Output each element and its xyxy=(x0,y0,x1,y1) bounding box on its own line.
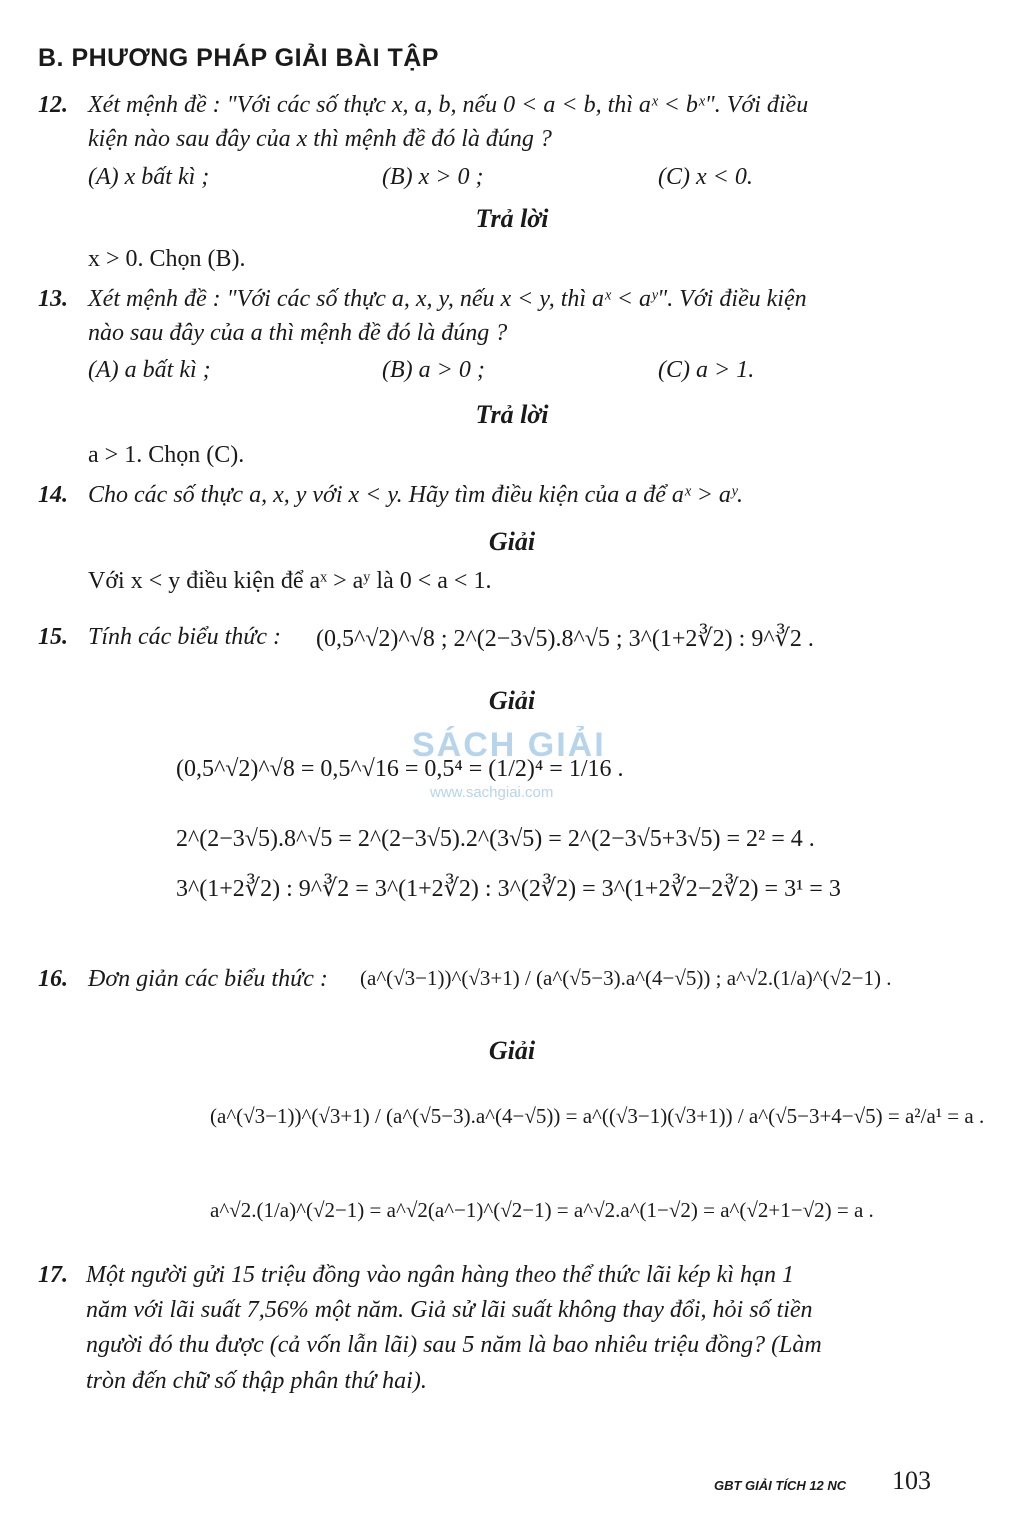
problem-14-number: 14. xyxy=(38,482,68,508)
problem-12-option-a: (A) x bất kì ; xyxy=(88,164,210,190)
problem-15-expression: (0,5^√2)^√8 ; 2^(2−3√5).8^√5 ; 3^(1+2∛2) : 9^∛2 . xyxy=(316,626,814,652)
problem-13-option-b: (B) a > 0 ; xyxy=(382,357,485,383)
solution-heading-14: Giải xyxy=(488,527,536,556)
problem-13-line1: Xét mệnh đề : "Với các số thực a, x, y, nếu x < y, thì aˣ < aʸ". Với điều kiện xyxy=(88,286,807,312)
watermark-url: www.sachgiai.com xyxy=(430,784,554,801)
problem-15-solution-1: (0,5^√2)^√8 = 0,5^√16 = 0,5⁴ = (1/2)⁴ = 1/16 . xyxy=(176,756,624,782)
problem-15-number: 15. xyxy=(38,624,68,650)
problem-15-prefix: Tính các biểu thức : xyxy=(88,624,282,650)
solution-heading-15: Giải xyxy=(488,686,536,715)
problem-17-line4: tròn đến chữ số thập phân thứ hai). xyxy=(86,1368,427,1394)
problem-16-expression: (a^(√3−1))^(√3+1) / (a^(√5−3).a^(4−√5)) ; a^√2.(1/a)^(√2−1) . xyxy=(360,966,892,990)
problem-12-number: 12. xyxy=(38,92,68,118)
problem-13-option-c: (C) a > 1. xyxy=(658,357,755,383)
problem-17-line2: năm với lãi suất 7,56% một năm. Giả sử lãi suất không thay đổi, hỏi số tiền xyxy=(86,1297,813,1323)
problem-13-option-a: (A) a bất kì ; xyxy=(88,357,211,383)
problem-14-answer: Với x < y điều kiện để aˣ > aʸ là 0 < a < 1. xyxy=(88,568,492,594)
problem-16-prefix: Đơn giản các biểu thức : xyxy=(88,966,328,992)
problem-16-number: 16. xyxy=(38,966,68,992)
footer-book-title: GBT GIẢI TÍCH 12 NC xyxy=(714,1478,847,1493)
problem-12-option-b: (B) x > 0 ; xyxy=(382,164,484,190)
problem-15-solution-2: 2^(2−3√5).8^√5 = 2^(2−3√5).2^(3√5) = 2^(2−3√5+3√5) = 2² = 4 . xyxy=(176,826,815,852)
problem-12-line2: kiện nào sau đây của x thì mệnh đề đó là đúng ? xyxy=(88,126,552,152)
problem-14-question: Cho các số thực a, x, y với x < y. Hãy tìm điều kiện của a để aˣ > aʸ. xyxy=(88,482,744,508)
problem-12-answer: x > 0. Chọn (B). xyxy=(88,246,246,272)
solution-heading-16: Giải xyxy=(488,1036,536,1065)
problem-12-option-c: (C) x < 0. xyxy=(658,164,753,190)
problem-12-line1: Xét mệnh đề : "Với các số thực x, a, b, nếu 0 < a < b, thì aˣ < bˣ". Với điều xyxy=(88,92,809,118)
watermark-brand: SÁCH GIẢI xyxy=(412,726,606,764)
problem-15-solution-3: 3^(1+2∛2) : 9^∛2 = 3^(1+2∛2) : 3^(2∛2) = 3^(1+2∛2−2∛2) = 3¹ = 3 xyxy=(176,876,841,902)
problem-17-line3: người đó thu được (cả vốn lẫn lãi) sau 5 năm là bao nhiêu triệu đồng? (Làm xyxy=(86,1332,822,1358)
answer-heading-12: Trả lời xyxy=(475,204,549,233)
problem-13-line2: nào sau đây của a thì mệnh đề đó là đúng ? xyxy=(88,320,508,346)
section-title: B. PHƯƠNG PHÁP GIẢI BÀI TẬP xyxy=(38,44,439,72)
problem-16-solution-1: (a^(√3−1))^(√3+1) / (a^(√5−3).a^(4−√5)) = a^((√3−1)(√3+1)) / a^(√5−3+4−√5) = a²/a¹ = a . xyxy=(210,1104,985,1128)
page-number: 103 xyxy=(892,1466,931,1495)
problem-13-answer: a > 1. Chọn (C). xyxy=(88,442,245,468)
problem-17-number: 17. xyxy=(38,1262,68,1288)
problem-13-number: 13. xyxy=(38,286,68,312)
problem-17-line1: Một người gửi 15 triệu đồng vào ngân hàng theo thể thức lãi kép kì hạn 1 xyxy=(86,1262,794,1288)
problem-16-solution-2: a^√2.(1/a)^(√2−1) = a^√2(a^−1)^(√2−1) = a^√2.a^(1−√2) = a^(√2+1−√2) = a . xyxy=(210,1198,874,1222)
answer-heading-13: Trả lời xyxy=(475,400,549,429)
